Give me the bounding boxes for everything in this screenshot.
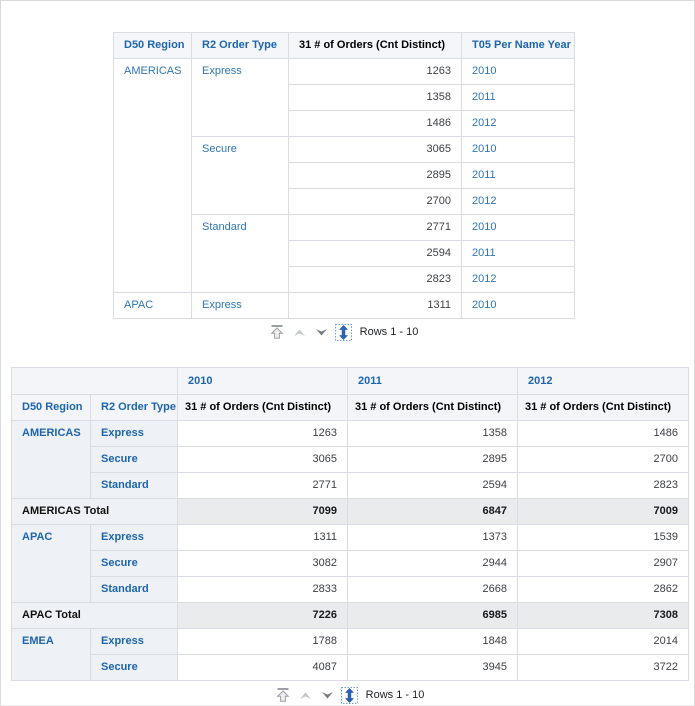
total-value-cell: 6985 bbox=[348, 603, 518, 629]
orders-value-cell: 1373 bbox=[348, 525, 518, 551]
orders-value-cell: 1788 bbox=[178, 629, 348, 655]
orders-detail-table bbox=[113, 32, 575, 319]
orders-value-cell: 2833 bbox=[178, 577, 348, 603]
orders-value-cell: 3945 bbox=[348, 655, 518, 681]
year-cell[interactable]: 2012 bbox=[462, 189, 575, 215]
orders-value-cell: 3082 bbox=[178, 551, 348, 577]
orders-value-cell: 4087 bbox=[178, 655, 348, 681]
table-row bbox=[12, 629, 689, 655]
year-cell[interactable]: 2012 bbox=[462, 267, 575, 293]
year-cell[interactable]: 2010 bbox=[462, 59, 575, 85]
region-cell[interactable]: AMERICAS bbox=[114, 59, 192, 293]
order-type-cell[interactable]: Secure bbox=[91, 551, 178, 577]
orders-value-cell: 2862 bbox=[518, 577, 689, 603]
orders-value-cell: 3065 bbox=[178, 447, 348, 473]
region-cell[interactable]: EMEA bbox=[12, 629, 91, 681]
orders-value-cell: 2907 bbox=[518, 551, 689, 577]
orders-value-cell: 2823 bbox=[289, 267, 462, 293]
table-row bbox=[12, 551, 689, 577]
orders-value-cell: 2895 bbox=[348, 447, 518, 473]
column-header-region[interactable]: D50 Region bbox=[12, 395, 91, 421]
table-row bbox=[12, 525, 689, 551]
year-cell[interactable]: 2010 bbox=[462, 293, 575, 319]
orders-value-cell: 3065 bbox=[289, 137, 462, 163]
orders-value-cell: 2594 bbox=[289, 241, 462, 267]
first-rows-icon[interactable] bbox=[275, 687, 292, 704]
orders-value-cell: 1263 bbox=[289, 59, 462, 85]
orders-value-cell: 2700 bbox=[518, 447, 689, 473]
orders-pivot-table bbox=[11, 367, 689, 681]
max-rows-icon[interactable] bbox=[335, 324, 352, 341]
first-rows-icon[interactable] bbox=[269, 324, 286, 341]
order-type-cell[interactable]: Standard bbox=[91, 473, 178, 499]
orders-value-cell: 1486 bbox=[518, 421, 689, 447]
column-header-order-type[interactable]: R2 Order Type bbox=[91, 395, 178, 421]
order-type-cell[interactable]: Secure bbox=[192, 137, 289, 215]
pager bbox=[11, 684, 688, 706]
orders-value-cell: 1486 bbox=[289, 111, 462, 137]
orders-value-cell: 2594 bbox=[348, 473, 518, 499]
year-cell[interactable]: 2010 bbox=[462, 215, 575, 241]
order-type-cell[interactable]: Express bbox=[91, 629, 178, 655]
scroll-down-icon[interactable] bbox=[319, 687, 336, 704]
pager-rows-label: Rows 1 - 10 bbox=[359, 326, 419, 338]
order-type-cell[interactable]: Express bbox=[91, 525, 178, 551]
orders-value-cell: 2700 bbox=[289, 189, 462, 215]
table-row bbox=[114, 59, 575, 85]
order-type-cell[interactable]: Secure bbox=[91, 655, 178, 681]
total-row bbox=[12, 499, 689, 525]
order-type-cell[interactable]: Express bbox=[192, 59, 289, 137]
column-header-order-type[interactable]: R2 Order Type bbox=[192, 33, 289, 59]
pager bbox=[113, 321, 574, 343]
total-value-cell: 7226 bbox=[178, 603, 348, 629]
orders-value-cell: 2771 bbox=[178, 473, 348, 499]
total-value-cell: 6847 bbox=[348, 499, 518, 525]
order-type-cell[interactable]: Express bbox=[192, 293, 289, 319]
year-cell[interactable]: 2012 bbox=[462, 111, 575, 137]
order-type-cell[interactable]: Standard bbox=[192, 215, 289, 293]
order-type-cell[interactable]: Standard bbox=[91, 577, 178, 603]
orders-value-cell: 1358 bbox=[289, 85, 462, 111]
column-header-orders-measure: 31 # of Orders (Cnt Distinct) bbox=[178, 395, 348, 421]
header-row bbox=[114, 33, 575, 59]
scroll-up-icon[interactable] bbox=[297, 687, 314, 704]
year-header-row bbox=[12, 368, 689, 395]
total-label-cell: APAC Total bbox=[12, 603, 178, 629]
pager-rows-label: Rows 1 - 10 bbox=[365, 689, 425, 701]
year-column-header[interactable]: 2010 bbox=[178, 368, 348, 395]
column-header-year[interactable]: T05 Per Name Year bbox=[462, 33, 575, 59]
measure-header-row bbox=[12, 395, 689, 421]
column-header-orders-measure: 31 # of Orders (Cnt Distinct) bbox=[289, 33, 462, 59]
orders-value-cell: 2895 bbox=[289, 163, 462, 189]
orders-value-cell: 2823 bbox=[518, 473, 689, 499]
orders-value-cell: 3722 bbox=[518, 655, 689, 681]
orders-value-cell: 2668 bbox=[348, 577, 518, 603]
region-cell[interactable]: AMERICAS bbox=[12, 421, 91, 499]
max-rows-icon[interactable] bbox=[341, 687, 358, 704]
orders-value-cell: 1848 bbox=[348, 629, 518, 655]
total-value-cell: 7099 bbox=[178, 499, 348, 525]
orders-value-cell: 1311 bbox=[178, 525, 348, 551]
column-header-orders-measure: 31 # of Orders (Cnt Distinct) bbox=[348, 395, 518, 421]
year-column-header[interactable]: 2011 bbox=[348, 368, 518, 395]
orders-value-cell: 1539 bbox=[518, 525, 689, 551]
table-row bbox=[12, 421, 689, 447]
total-value-cell: 7009 bbox=[518, 499, 689, 525]
year-cell[interactable]: 2011 bbox=[462, 85, 575, 111]
table-row bbox=[12, 473, 689, 499]
total-value-cell: 7308 bbox=[518, 603, 689, 629]
table-row bbox=[12, 655, 689, 681]
orders-value-cell: 2771 bbox=[289, 215, 462, 241]
table-row bbox=[12, 577, 689, 603]
corner-cell bbox=[12, 368, 178, 395]
order-type-cell[interactable]: Express bbox=[91, 421, 178, 447]
year-cell[interactable]: 2011 bbox=[462, 241, 575, 267]
table-row bbox=[12, 447, 689, 473]
column-header-orders-measure: 31 # of Orders (Cnt Distinct) bbox=[518, 395, 689, 421]
orders-value-cell: 2014 bbox=[518, 629, 689, 655]
orders-value-cell: 1263 bbox=[178, 421, 348, 447]
orders-value-cell: 2944 bbox=[348, 551, 518, 577]
orders-value-cell: 1358 bbox=[348, 421, 518, 447]
scroll-down-icon[interactable] bbox=[313, 324, 330, 341]
year-cell[interactable]: 2010 bbox=[462, 137, 575, 163]
orders-value-cell: 1311 bbox=[289, 293, 462, 319]
scroll-up-icon[interactable] bbox=[291, 324, 308, 341]
region-cell[interactable]: APAC bbox=[12, 525, 91, 603]
year-column-header[interactable]: 2012 bbox=[518, 368, 689, 395]
year-cell[interactable]: 2011 bbox=[462, 163, 575, 189]
total-row bbox=[12, 603, 689, 629]
total-label-cell: AMERICAS Total bbox=[12, 499, 178, 525]
region-cell[interactable]: APAC bbox=[114, 293, 192, 319]
order-type-cell[interactable]: Secure bbox=[91, 447, 178, 473]
column-header-region[interactable]: D50 Region bbox=[114, 33, 192, 59]
table-row bbox=[114, 293, 575, 319]
